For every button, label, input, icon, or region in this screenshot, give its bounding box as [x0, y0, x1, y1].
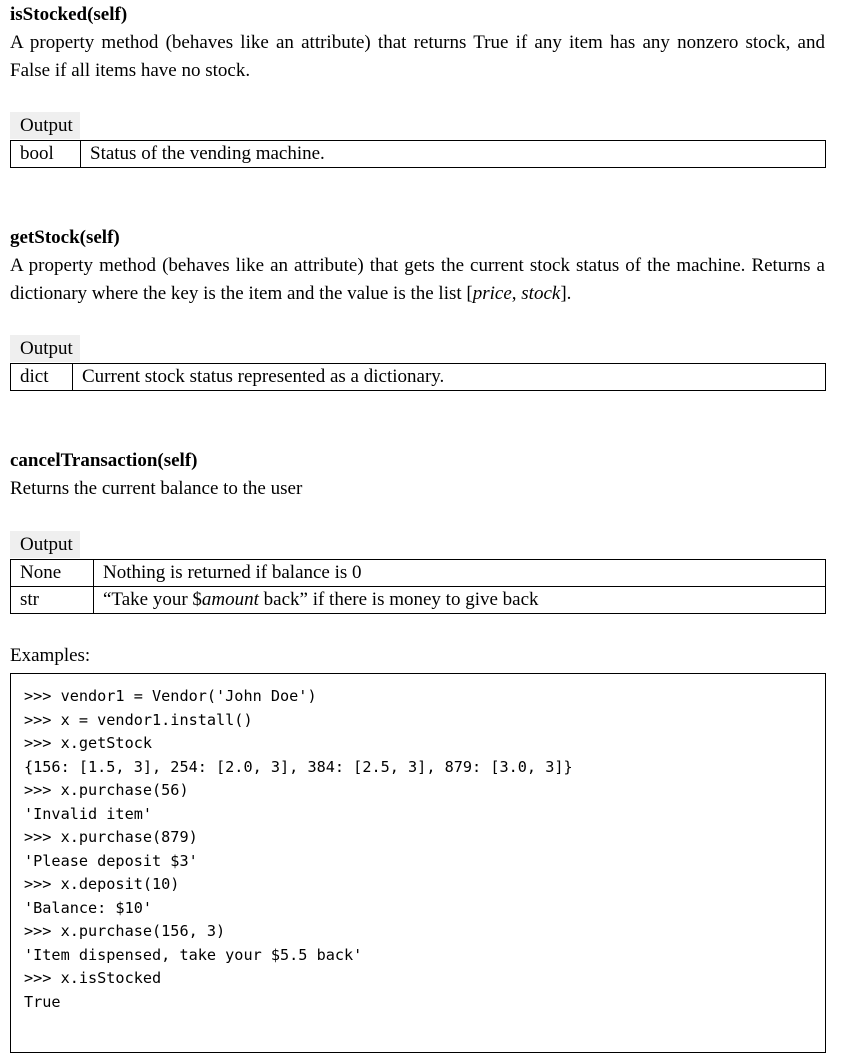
- description-text: ,: [511, 283, 522, 304]
- method-title-getstock: getStock(self): [10, 227, 120, 248]
- table-row: [11, 141, 826, 168]
- output-table-canceltransaction: [10, 559, 826, 614]
- table-row: [11, 560, 826, 587]
- output-text-cell: Current stock status represented as a dictionary.: [73, 364, 826, 391]
- code-line: 'Please deposit $3': [24, 851, 198, 870]
- examples-label: Examples:: [10, 645, 91, 666]
- output-text-cell: [94, 587, 826, 614]
- method-description-canceltransaction: Returns the current balance to the user: [10, 478, 303, 499]
- output-text: back” if there is money to give back: [258, 589, 539, 610]
- code-line: >>> vendor1 = Vendor('John Doe'): [24, 687, 317, 705]
- output-type-cell: str: [11, 587, 94, 614]
- code-line: {156: [1.5, 3], 254: [2.0, 3], 384: [2.5, 3], 879: [3.0, 3]}: [24, 757, 573, 776]
- method-title-isstocked: isStocked(self): [10, 4, 128, 25]
- code-line: >>> x.purchase(879): [24, 828, 198, 846]
- code-line: 'Invalid item': [24, 804, 153, 823]
- method-description-getstock: [10, 252, 825, 308]
- output-type-cell: bool: [11, 141, 81, 168]
- output-table-getstock: [10, 363, 826, 391]
- code-line: 'Balance: $10': [24, 898, 153, 917]
- code-line: >>> x.deposit(10): [24, 875, 180, 893]
- code-line: >>> x.getStock: [24, 734, 153, 752]
- code-line: 'Item dispensed, take your $5.5 back': [24, 945, 363, 964]
- table-row: [11, 364, 826, 391]
- description-italic-price: price: [472, 283, 512, 304]
- code-example-box: [10, 673, 826, 1053]
- output-text-italic-amount: amount: [201, 589, 259, 610]
- output-type-cell: dict: [11, 364, 73, 391]
- method-title-canceltransaction: cancelTransaction(self): [10, 450, 198, 471]
- output-type-cell: None: [11, 560, 94, 587]
- table-row: [11, 587, 826, 614]
- code-line: >>> x.purchase(56): [24, 781, 189, 799]
- description-text: A property method (behaves like an attribute) that gets the current stock status of the machine. Returns a dictionary where the key is the item and the value is the list [: [10, 255, 825, 304]
- code-line: >>> x.isStocked: [24, 969, 162, 987]
- output-text-cell: Nothing is returned if balance is 0: [94, 560, 826, 587]
- method-description-isstocked: A property method (behaves like an attribute) that returns True if any item has any nonzero stock, and False if all items have no stock.: [10, 32, 825, 81]
- output-text-cell: Status of the vending machine.: [81, 141, 826, 168]
- code-line: True: [24, 992, 61, 1011]
- output-table-isstocked: [10, 140, 826, 168]
- output-text: “Take your $: [103, 589, 202, 610]
- description-italic-stock: stock: [521, 283, 561, 304]
- output-label: Output: [10, 335, 80, 362]
- description-text: ].: [560, 283, 572, 304]
- output-label: Output: [10, 531, 80, 558]
- output-label: Output: [10, 112, 80, 139]
- code-line: >>> x = vendor1.install(): [24, 710, 253, 729]
- code-line: >>> x.purchase(156, 3): [24, 922, 226, 940]
